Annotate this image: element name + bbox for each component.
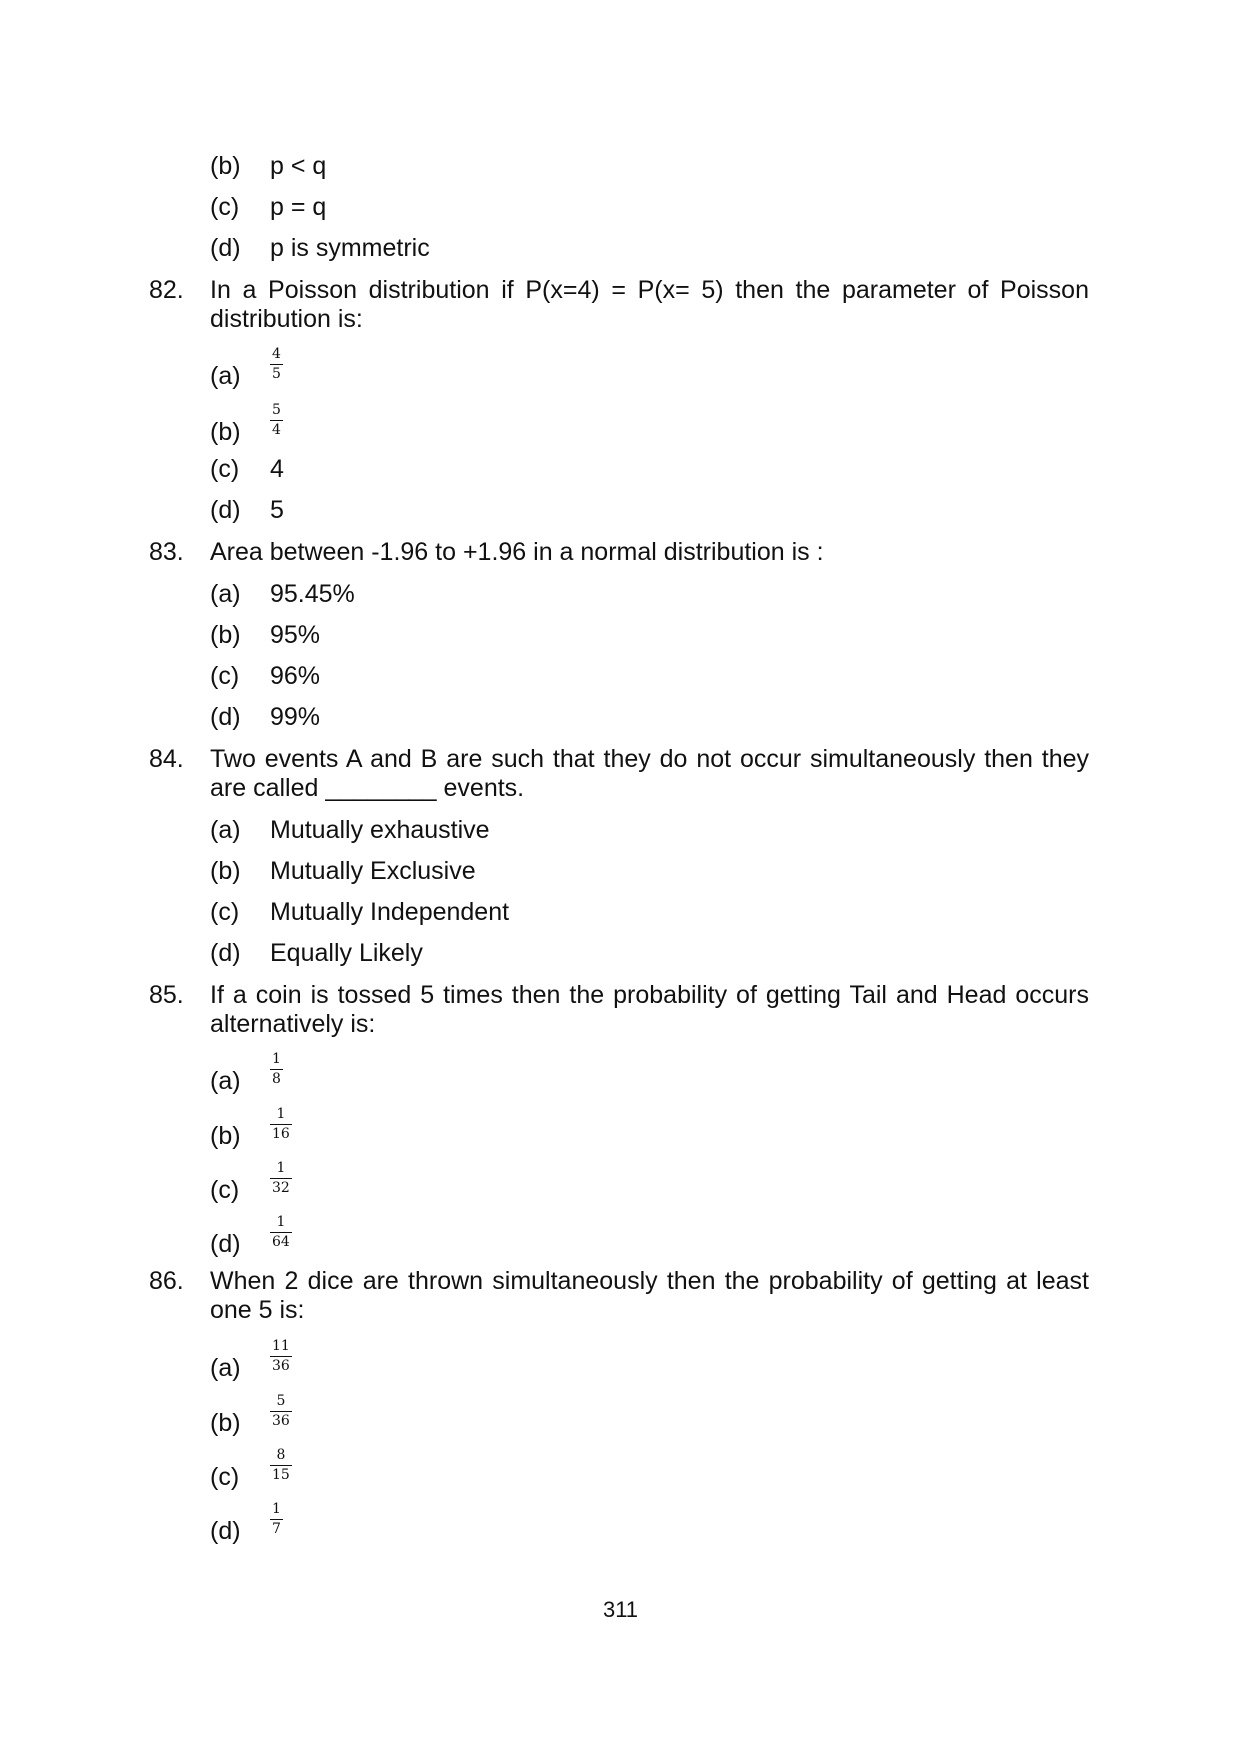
question-text: In a Poisson distribution if P(x=4) = P(x= 5) then the parameter of Poisson distribution is: [210,276,1089,333]
fraction-numerator: 11 [272,1338,290,1354]
fraction [270,402,283,439]
option-text: 96% [270,662,321,690]
option-label: (b) [210,152,241,180]
option-label: (d) [210,1517,241,1545]
option-label: (d) [210,496,241,524]
question-number: 82. [149,276,184,304]
option-label: (c) [210,455,240,483]
fraction-numerator: 5 [276,1393,286,1409]
fraction-numerator: 1 [276,1160,286,1176]
question-text: Area between -1.96 to +1.96 in a normal distribution is : [210,538,824,566]
question-text: Two events A and B are such that they do not occur simultaneously then they are called ________ events. [210,745,1089,802]
fraction-denominator: 15 [272,1467,290,1483]
fraction-numerator: 1 [272,1051,281,1067]
fraction [270,1501,283,1538]
option-label: (a) [210,1354,241,1382]
option-label: (b) [210,418,241,446]
fraction [270,1447,292,1484]
option-label: (d) [210,939,241,967]
option-label: (c) [210,1463,240,1491]
option-label: (c) [210,662,240,690]
fraction [270,1106,292,1143]
fraction [270,1338,292,1375]
fraction-numerator: 8 [276,1447,286,1463]
option-text: p = q [270,193,327,221]
fraction [270,346,283,383]
option-label: (a) [210,816,241,844]
option-text: Mutually Exclusive [270,857,476,885]
fraction-denominator: 7 [272,1521,281,1537]
question-text: When 2 dice are thrown simultaneously then the probability of getting at least one 5 is: [210,1267,1089,1324]
fraction-denominator: 64 [272,1234,290,1250]
question-85 [149,981,1089,1039]
question-number: 86. [149,1267,184,1295]
fraction [270,1160,292,1197]
option-label: (c) [210,193,240,221]
option-text: 4 [270,455,284,483]
option-label: (d) [210,234,241,262]
fraction-numerator: 4 [272,346,281,362]
fraction [270,1393,292,1430]
option-text: 5 [270,496,284,524]
question-number: 85. [149,981,184,1009]
page-number: 311 [602,1597,639,1622]
option-label: (b) [210,857,241,885]
question-83 [149,538,1089,567]
option-label: (d) [210,703,241,731]
fraction-denominator: 4 [272,422,281,438]
question-number: 83. [149,538,184,566]
option-text: p < q [270,152,327,180]
option-text: 95.45% [270,580,355,608]
option-label: (a) [210,362,241,390]
question-number: 84. [149,745,184,773]
fraction [270,1051,283,1088]
fraction-denominator: 16 [272,1126,290,1142]
option-label: (c) [210,898,240,926]
fraction-numerator: 1 [276,1214,286,1230]
option-label: (b) [210,1409,241,1437]
option-label: (a) [210,1067,241,1095]
fraction-denominator: 32 [272,1180,290,1196]
option-text: 95% [270,621,321,649]
question-84 [149,745,1089,803]
option-label: (d) [210,1230,241,1258]
fraction-denominator: 8 [272,1071,281,1087]
question-text: If a coin is tossed 5 times then the probability of getting Tail and Head occurs alternatively is: [210,981,1089,1038]
option-text: Mutually exhaustive [270,816,490,844]
question-86 [149,1267,1089,1325]
fraction-numerator: 1 [276,1106,286,1122]
option-text: 99% [270,703,321,731]
option-label: (c) [210,1176,240,1204]
option-text: Equally Likely [270,939,423,967]
option-label: (b) [210,621,241,649]
fraction-denominator: 36 [272,1358,290,1374]
fraction-denominator: 36 [272,1413,290,1429]
option-label: (b) [210,1122,241,1150]
fraction-numerator: 1 [272,1501,281,1517]
fraction-numerator: 5 [272,402,281,418]
question-82 [149,276,1089,334]
option-text: p is symmetric [270,234,430,262]
fraction [270,1214,292,1251]
fraction-denominator: 5 [272,366,281,382]
option-label: (a) [210,580,241,608]
option-text: Mutually Independent [270,898,510,926]
